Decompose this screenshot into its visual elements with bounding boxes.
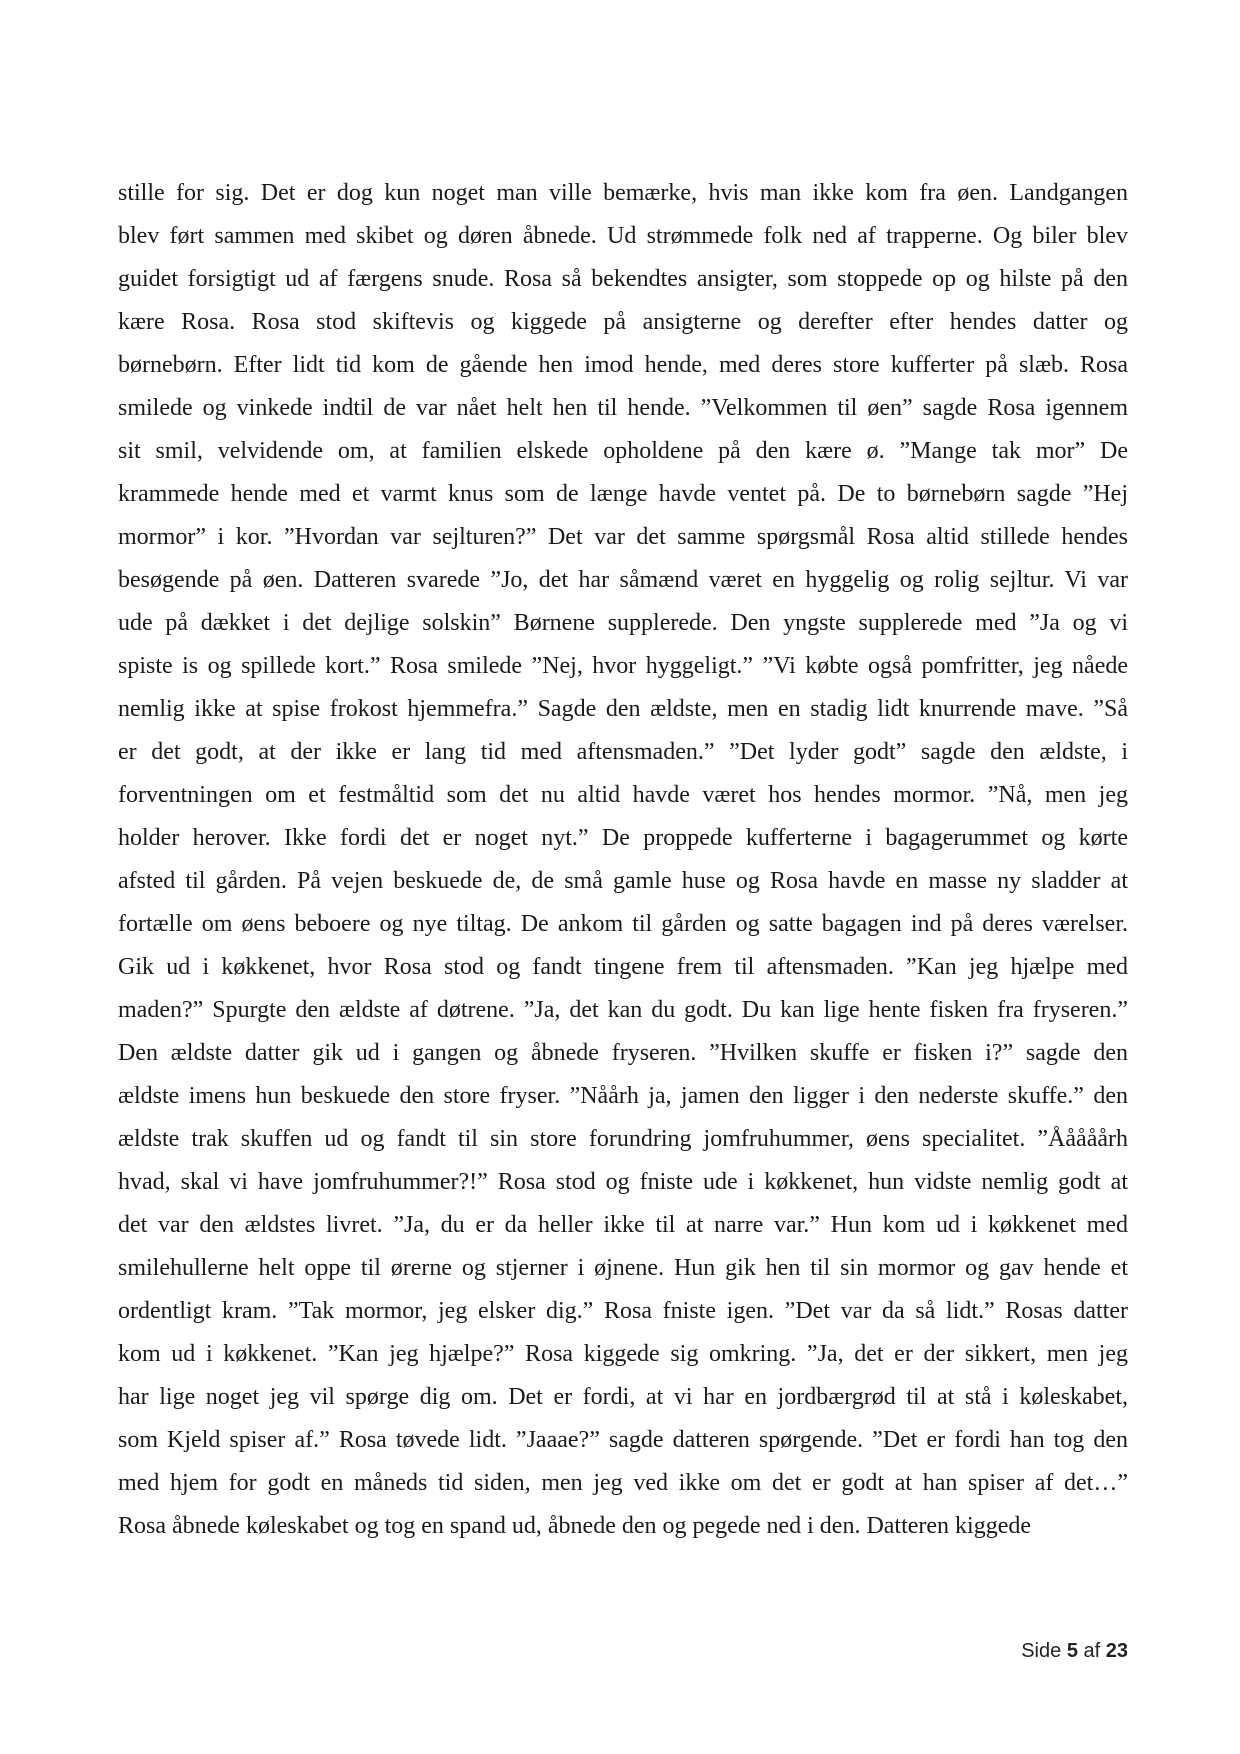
page-footer [1021,1640,1128,1663]
text-line: stille for sig. Det er dog kun noget man ville bemærke, hvis man ikke kom fra øen. Landgangen [118,180,1128,206]
text-line: besøgende på øen. Datteren svarede ”Jo, det har såmænd været en hyggelig og rolig sejltur. Vi var [118,567,1128,593]
text-line: forventningen om et festmåltid som det nu altid havde været hos hendes mormor. ”Nå, men jeg [118,782,1128,808]
text-line: er det godt, at der ikke er lang tid med aftensmaden.” ”Det lyder godt” sagde den ældste, i [118,739,1128,765]
text-line: har lige noget jeg vil spørge dig om. Det er fordi, at vi har en jordbærgrød til at stå i køleskabet, [118,1384,1128,1410]
text-line: kom ud i køkkenet. ”Kan jeg hjælpe?” Rosa kiggede sig omkring. ”Ja, det er der sikkert, men jeg [118,1341,1128,1367]
text-line: som Kjeld spiser af.” Rosa tøvede lidt. ”Jaaae?” sagde datteren spørgende. ”Det er fordi han tog den [118,1427,1128,1453]
text-line: hvad, skal vi have jomfruhummer?!” Rosa stod og fniste ude i køkkenet, hun vidste nemlig godt at [118,1169,1128,1195]
text-line: guidet forsigtigt ud af færgens snude. Rosa så bekendtes ansigter, som stoppede op og hilste på den [118,266,1128,292]
text-line: blev ført sammen med skibet og døren åbnede. Ud strømmede folk ned af trapperne. Og biler blev [118,223,1128,249]
text-line: ordentligt kram. ”Tak mormor, jeg elsker dig.” Rosa fniste igen. ”Det var da så lidt.” Rosas datter [118,1298,1128,1324]
text-line: med hjem for godt en måneds tid siden, men jeg ved ikke om det er godt at han spiser af det…” [118,1470,1128,1496]
page-separator: af [1083,1640,1101,1662]
text-line: det var den ældstes livret. ”Ja, du er da heller ikke til at narre var.” Hun kom ud i køkkenet med [118,1212,1128,1238]
text-line: kære Rosa. Rosa stod skiftevis og kiggede på ansigterne og derefter efter hendes datter og [118,309,1128,335]
text-line: mormor” i kor. ”Hvordan var sejlturen?” Det var det samme spørgsmål Rosa altid stillede hendes [118,524,1128,550]
text-line: spiste is og spillede kort.” Rosa smilede ”Nej, hvor hyggeligt.” ”Vi købte også pomfritter, jeg nåede [118,653,1128,679]
text-line: nemlig ikke at spise frokost hjemmefra.” Sagde den ældste, men en stadig lidt knurrende mave. ”Så [118,696,1128,722]
page-label: Side [1021,1640,1062,1662]
text-line: ældste imens hun beskuede den store fryser. ”Nåårh ja, jamen den ligger i den nederste skuffe.” den [118,1083,1128,1109]
text-line: Gik ud i køkkenet, hvor Rosa stod og fandt tingene frem til aftensmaden. ”Kan jeg hjælpe med [118,954,1128,980]
text-line: smilede og vinkede indtil de var nået helt hen til hende. ”Velkommen til øen” sagde Rosa igennem [118,395,1128,421]
text-line: afsted til gården. På vejen beskuede de, de små gamle huse og Rosa havde en masse ny sladder at [118,868,1128,894]
text-line: holder herover. Ikke fordi det er noget nyt.” De proppede kufferterne i bagagerummet og kørte [118,825,1128,851]
text-line: smilehullerne helt oppe til ørerne og stjerner i øjnene. Hun gik hen til sin mormor og gav hende et [118,1255,1128,1281]
text-line: børnebørn. Efter lidt tid kom de gående hen imod hende, med deres store kufferter på slæb. Rosa [118,352,1128,378]
text-line: krammede hende med et varmt knus som de længe havde ventet på. De to børnebørn sagde ”Hej [118,481,1128,507]
text-line: Rosa åbnede køleskabet og tog en spand ud, åbnede den og pegede ned i den. Datteren kiggede [118,1513,1032,1539]
current-page-number: 5 [1066,1640,1078,1662]
text-line: maden?” Spurgte den ældste af døtrene. ”Ja, det kan du godt. Du kan lige hente fisken fra fryseren.” [118,997,1128,1023]
text-line: fortælle om øens beboere og nye tiltag. De ankom til gården og satte bagagen ind på deres værelser. [118,911,1128,937]
text-line: ældste trak skuffen ud og fandt til sin store forundring jomfruhummer, øens specialitet. ”Ååååårh [118,1126,1128,1152]
body-text [118,172,1128,1548]
text-line: sit smil, velvidende om, at familien elskede opholdene på den kære ø. ”Mange tak mor” De [118,438,1128,464]
total-pages-number: 23 [1105,1640,1128,1662]
text-line: ude på dækket i det dejlige solskin” Børnene supplerede. Den yngste supplerede med ”Ja og vi [118,610,1128,636]
text-line: Den ældste datter gik ud i gangen og åbnede fryseren. ”Hvilken skuffe er fisken i?” sagde den [118,1040,1128,1066]
